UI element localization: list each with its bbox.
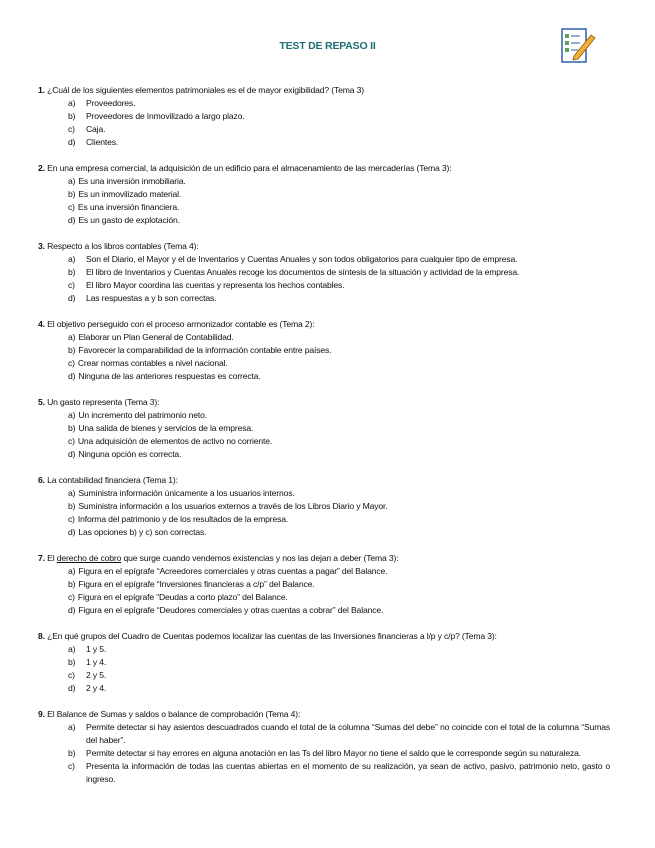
option-label: d) <box>68 527 76 537</box>
underlined-term: derecho de cobro <box>56 553 122 563</box>
question-number: 8. <box>38 631 45 641</box>
question-text <box>38 552 610 565</box>
option-label: c) <box>68 124 75 134</box>
answer-option <box>38 123 610 136</box>
option-text: Un incremento del patrimonio neto. <box>78 410 207 420</box>
option-text: Suministra información a los usuarios externos a través de los Libros Diario y Mayor. <box>78 501 388 511</box>
answer-option <box>38 266 610 279</box>
question-number: 5. <box>38 397 45 407</box>
answer-option <box>38 682 610 695</box>
option-label: c) <box>68 761 75 771</box>
question-6 <box>38 474 610 539</box>
option-label: d) <box>68 137 76 147</box>
answer-option <box>38 188 610 201</box>
option-text: Es un inmovilizado material. <box>78 189 182 199</box>
answer-option <box>38 604 610 617</box>
option-label: a) <box>68 488 76 498</box>
option-label: a) <box>68 722 76 732</box>
answer-option <box>38 136 610 149</box>
option-text: Proveedores. <box>86 98 136 108</box>
question-text <box>38 708 610 721</box>
option-label: b) <box>68 579 76 589</box>
question-5 <box>38 396 610 461</box>
option-text: El libro de Inventarios y Cuentas Anuales recoge los documentos de síntesis de la situación y actividad de la empresa. <box>86 267 520 277</box>
option-text: Suministra información únicamente a los usuarios internos. <box>78 488 295 498</box>
option-label: b) <box>68 657 76 667</box>
option-text: Son el Diario, el Mayor y el de Inventarios y Cuentas Anuales y son todos obligatorios para cualquier tipo de empresa. <box>86 254 518 264</box>
option-text: Elaborar un Plan General de Contabilidad. <box>78 332 234 342</box>
option-label: c) <box>68 592 75 602</box>
question-text <box>38 240 610 253</box>
option-label: a) <box>68 176 76 186</box>
question-number: 3. <box>38 241 45 251</box>
option-label: d) <box>68 449 76 459</box>
option-label: c) <box>68 358 75 368</box>
answer-option <box>38 669 610 682</box>
answer-option <box>38 292 610 305</box>
answer-option <box>38 357 610 370</box>
answer-option <box>38 565 610 578</box>
option-text: Presenta la información de todas las cuentas abiertas en el momento de su realización, ya sean de activo, pasivo, patrimonio neto, gasto o ingreso. <box>86 761 610 784</box>
option-label: c) <box>68 670 75 680</box>
answer-option <box>38 435 610 448</box>
question-text-part: El <box>47 553 57 563</box>
checklist-pencil-icon <box>558 26 598 66</box>
option-text: El libro Mayor coordina las cuentas y representa los hechos contables. <box>86 280 345 290</box>
option-label: a) <box>68 566 76 576</box>
question-text-part: que surge cuando vendemos existencias y nos las dejan a deber (Tema 3): <box>121 553 399 563</box>
question-text-body: El objetivo perseguido con el proceso armonizador contable es (Tema 2): <box>47 319 315 329</box>
option-label: b) <box>68 345 76 355</box>
option-text: Ninguna opción es correcta. <box>78 449 182 459</box>
question-number: 6. <box>38 475 45 485</box>
option-label: b) <box>68 423 76 433</box>
question-text <box>38 630 610 643</box>
question-3 <box>38 240 610 305</box>
question-2 <box>38 162 610 227</box>
answer-option <box>38 526 610 539</box>
answer-option <box>38 370 610 383</box>
question-text-body: Un gasto representa (Tema 3): <box>47 397 160 407</box>
option-text: 2 y 4. <box>86 683 107 693</box>
question-text <box>38 84 610 97</box>
question-text-body: La contabilidad financiera (Tema 1): <box>47 475 178 485</box>
option-text: 1 y 5. <box>86 644 107 654</box>
option-label: a) <box>68 410 76 420</box>
option-text: Figura en el epígrafe “Inversiones financieras a c/p” del Balance. <box>78 579 315 589</box>
option-label: d) <box>68 605 76 615</box>
question-number: 9. <box>38 709 45 719</box>
option-text: Es una inversión inmobiliaria. <box>78 176 186 186</box>
option-text: Una adquisición de elementos de activo no corriente. <box>77 436 273 446</box>
answer-option <box>38 344 610 357</box>
option-label: c) <box>68 436 75 446</box>
option-label: b) <box>68 189 76 199</box>
answer-option <box>38 422 610 435</box>
answer-option <box>38 656 610 669</box>
answer-option <box>38 110 610 123</box>
option-text: Figura en el epígrafe “Acreedores comerciales y otras cuentas a pagar” del Balance. <box>78 566 388 576</box>
option-text: Una salida de bienes y servicios de la empresa. <box>78 423 254 433</box>
option-text: Favorecer la comparabilidad de la información contable entre países. <box>78 345 332 355</box>
question-text <box>38 474 610 487</box>
answer-option <box>38 747 610 760</box>
question-text <box>38 396 610 409</box>
option-label: a) <box>68 644 76 654</box>
answer-option <box>38 279 610 292</box>
answer-option <box>38 331 610 344</box>
answer-option <box>38 513 610 526</box>
option-text: Crear normas contables a nivel nacional. <box>77 358 228 368</box>
option-label: b) <box>68 267 76 277</box>
option-text: Permite detectar si hay errores en alguna anotación en las Ts del libro Mayor no tiene el saldo que le corresponde según su naturaleza. <box>86 748 582 758</box>
option-text: Permite detectar si hay asientos descuadrados cuando el total de la columna “Sumas del debe” no coincide con el total de la columna “Sumas del haber”. <box>86 722 610 745</box>
option-label: c) <box>68 280 75 290</box>
answer-option <box>38 97 610 110</box>
option-label: d) <box>68 293 76 303</box>
option-label: a) <box>68 332 76 342</box>
answer-option <box>38 578 610 591</box>
question-text-body: Respecto a los libros contables (Tema 4): <box>47 241 199 251</box>
option-text: Caja. <box>86 124 106 134</box>
option-label: b) <box>68 111 76 121</box>
question-7 <box>38 552 610 617</box>
question-list <box>38 84 610 799</box>
answer-option <box>38 643 610 656</box>
question-number: 2. <box>38 163 45 173</box>
answer-option <box>38 214 610 227</box>
option-text: Figura en el epígrafe “Deudas a corto plazo” del Balance. <box>77 592 288 602</box>
option-label: c) <box>68 202 75 212</box>
answer-option <box>38 448 610 461</box>
answer-option <box>38 760 610 786</box>
page-title: TEST DE REPASO II <box>279 40 376 52</box>
question-text-body: ¿Cuál de los siguientes elementos patrimoniales es el de mayor exigibilidad? (Tema 3) <box>47 85 364 95</box>
answer-option <box>38 201 610 214</box>
option-label: c) <box>68 514 75 524</box>
option-text: Clientes. <box>86 137 119 147</box>
option-text: Las opciones b) y c) son correctas. <box>78 527 207 537</box>
option-text: Es un gasto de explotación. <box>78 215 180 225</box>
question-8 <box>38 630 610 695</box>
option-text: Ninguna de las anteriores respuestas es correcta. <box>78 371 261 381</box>
answer-option <box>38 409 610 422</box>
option-text: 2 y 5. <box>86 670 107 680</box>
option-text: 1 y 4. <box>86 657 107 667</box>
option-label: b) <box>68 748 76 758</box>
answer-option <box>38 175 610 188</box>
option-label: d) <box>68 371 76 381</box>
option-text: Las respuestas a y b son correctas. <box>86 293 217 303</box>
question-text-body: El Balance de Sumas y saldos o balance de comprobación (Tema 4): <box>47 709 301 719</box>
option-label: d) <box>68 215 76 225</box>
question-text-body: En una empresa comercial, la adquisición de un edificio para el almacenamiento de las mercaderías (Tema 3): <box>47 163 452 173</box>
option-text: Informa del patrimonio y de los resultados de la empresa. <box>77 514 289 524</box>
question-4 <box>38 318 610 383</box>
question-text-body: ¿En qué grupos del Cuadro de Cuentas podemos localizar las cuentas de las Inversiones financieras a l/p y c/p? (Tema 3): <box>47 631 497 641</box>
question-1 <box>38 84 610 149</box>
answer-option <box>38 253 610 266</box>
option-text: Figura en el epígrafe “Deudores comerciales y otras cuentas a cobrar” del Balance. <box>78 605 384 615</box>
option-label: a) <box>68 98 76 108</box>
option-text: Es una inversión financiera. <box>77 202 180 212</box>
question-number: 7. <box>38 553 45 563</box>
option-text: Proveedores de Inmovilizado a largo plazo. <box>86 111 245 121</box>
answer-option <box>38 487 610 500</box>
question-9 <box>38 708 610 786</box>
answer-option <box>38 721 610 747</box>
answer-option <box>38 591 610 604</box>
option-label: b) <box>68 501 76 511</box>
option-label: d) <box>68 683 76 693</box>
answer-option <box>38 500 610 513</box>
question-text <box>38 318 610 331</box>
question-number: 4. <box>38 319 45 329</box>
question-number: 1. <box>38 85 45 95</box>
question-text <box>38 162 610 175</box>
option-label: a) <box>68 254 76 264</box>
